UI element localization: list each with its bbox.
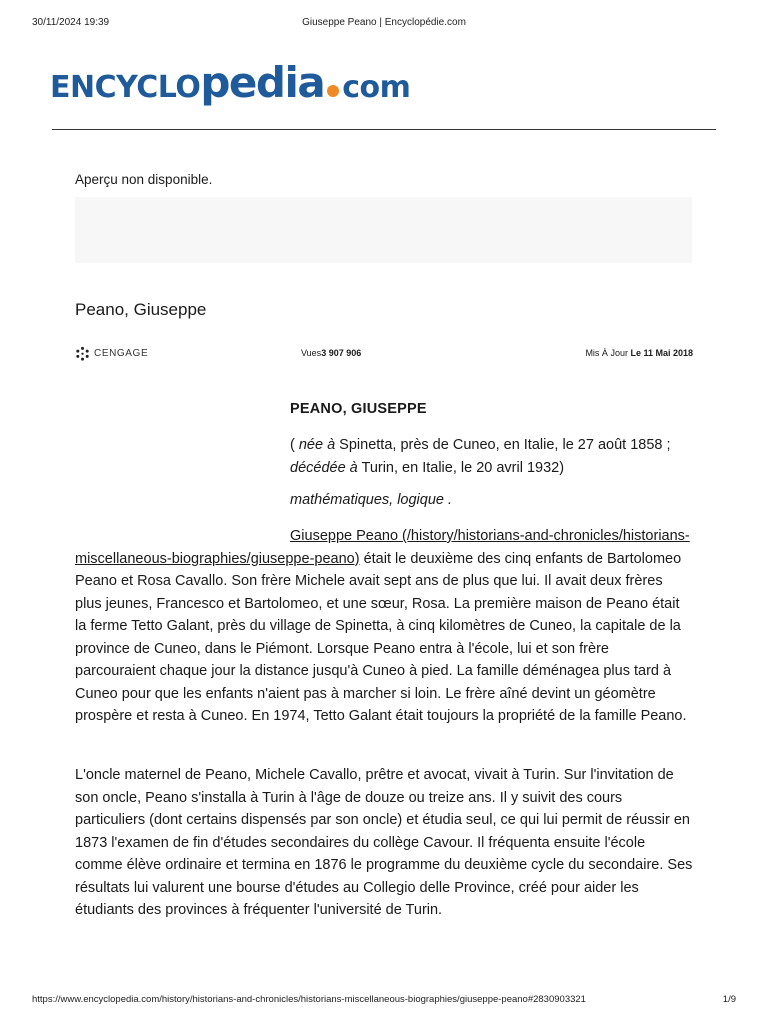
cengage-icon [75,346,90,361]
entry-heading: PEANO, GIUSEPPE [290,401,427,417]
logo-text-encyclo: ENCYCLO [50,70,201,105]
encyclopedia-logo[interactable] [50,58,410,108]
updated-date [585,348,693,358]
views-value: 3 907 906 [321,348,362,358]
page-url: https://www.encyclopedia.com/history/historians-and-chronicles/historians-miscellaneous-biographies/giuseppe-peano#2830903321 [32,994,586,1005]
paragraph-1-text: était le deuxième des cinq enfants de Bartolomeo Peano et Rosa Cavallo. Son frère Michele avait sept ans de plus que lui. Il avait deux frères plus jeunes, Francesco et Bartolomeo, et une sœur, Rosa. La première maison de Peano était la ferme Tetto Galant, près du village de Spinetta, à cinq kilomètres de Cuneo, la capitale de la province de Cuneo, dans le Piémont. Lorsque Peano entra à l'école, lui et son frère parcouraient chaque jour la distance jusqu'à Cuneo à pied. La famille déménagea plus tard à Cuneo pour que les enfants n'aient pas à marcher si loin. Le frère aîné devint un géomètre prospère et resta à Cuneo. En 1974, Tetto Galant était toujours la propriété de la famille Peano. [75,550,687,724]
header-divider [52,129,716,130]
print-date: 30/11/2024 19:39 [32,17,110,28]
born-text: Spinetta, près de Cuneo, en Italie, le 27 août 1858 ; [335,437,671,453]
preview-placeholder [75,197,692,263]
logo-text-com: com [342,70,411,105]
logo-text-pedia: pedia [200,58,325,107]
birth-open: ( [290,437,299,453]
paragraph-1 [75,525,693,728]
subject-fields: mathématiques, logique . [290,492,453,508]
birth-death-info [290,434,695,479]
print-header [32,17,736,31]
article-title: Peano, Giuseppe [75,300,207,319]
views-label: Vues [301,348,322,358]
print-footer [32,994,736,1008]
logo-dot-icon [327,85,339,97]
died-label: décédée à [290,459,358,476]
views-count [301,348,361,358]
source-cengage[interactable] [75,346,148,361]
source-name: CENGAGE [94,348,149,359]
updated-value: Le 11 Mai 2018 [630,348,693,358]
giuseppe-peano-link[interactable]: Giuseppe Peano (/history/historians-and-chronicles/historians-miscellaneous-biographies/giuseppe-peano) [75,528,690,567]
born-label: née à [298,437,336,453]
page-number: 1/9 [722,994,736,1005]
preview-unavailable-text: Aperçu non disponible. [75,172,213,187]
print-page-title: Giuseppe Peano | Encyclopédie.com [302,17,466,28]
paragraph-2: L'oncle maternel de Peano, Michele Cavallo, prêtre et avocat, vivait à Turin. Sur l'invitation de son oncle, Peano s'installa à Turin à l'âge de douze ou treize ans. Il y suivit des cours particuliers (dont certains dispensés par son oncle) et étudia seul, ce qui lui permit de réussir en 1873 l'examen de fin d'études secondaires du collège Cavour. Il fréquenta ensuite l'école comme élève ordinaire et termina en 1876 le programme du deuxième cycle du secondaire. Ses résultats lui valurent une bourse d'études au Collegio delle Province, créé pour aider les étudiants des provinces à fréquenter l'université de Turin. [75,767,693,918]
updated-label: Mis À Jour [585,348,631,358]
died-text: Turin, en Italie, le 20 avril 1932) [357,459,565,476]
article-meta [75,346,693,362]
